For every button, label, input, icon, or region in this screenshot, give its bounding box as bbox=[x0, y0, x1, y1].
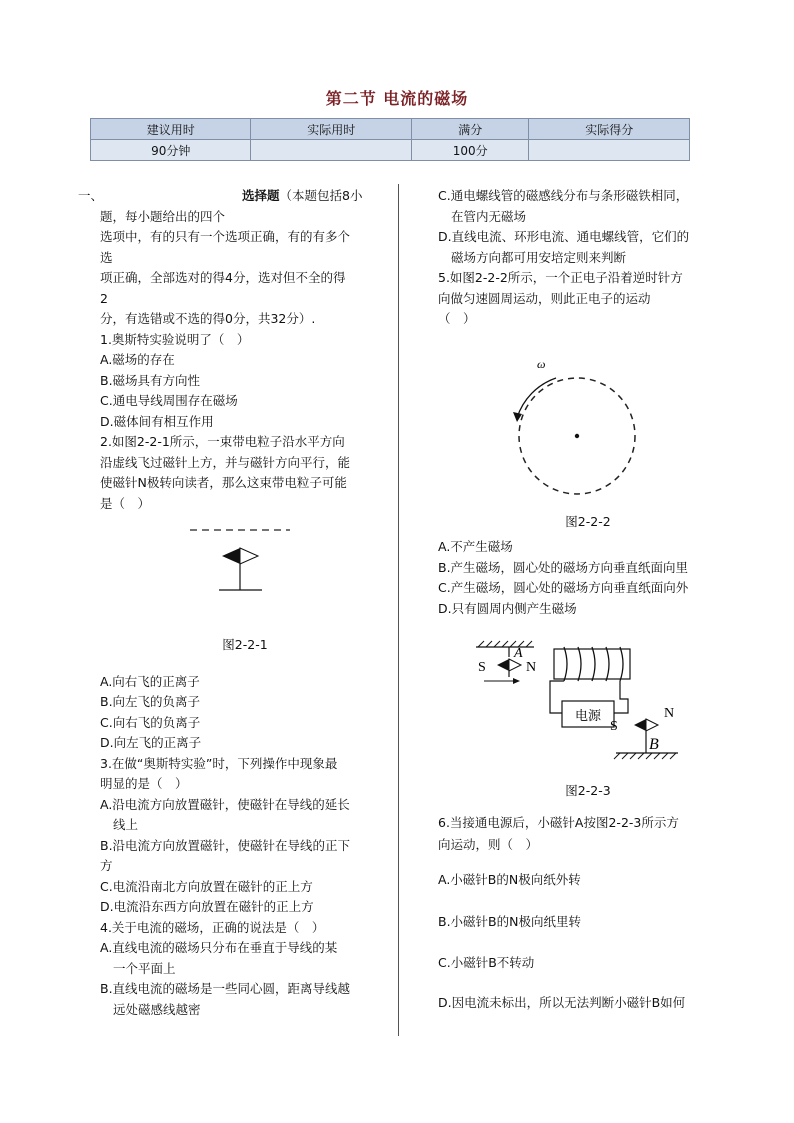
option-item[interactable]: D.因电流未标出，所以无法判断小磁针B如何 bbox=[438, 995, 686, 1010]
option-item[interactable]: C.通电螺线管的磁感线分布与条形磁铁相同， bbox=[438, 188, 689, 203]
floor-hatch bbox=[614, 753, 676, 759]
option-item[interactable]: D.直线电流、环形电流、通电螺线管，它们的 bbox=[438, 229, 690, 244]
table-cell[interactable] bbox=[529, 140, 690, 161]
table-header: 满分 bbox=[411, 119, 529, 140]
page-title: 第二节 电流的磁场 bbox=[325, 89, 469, 108]
instruction-line: 2 bbox=[100, 290, 108, 306]
instruction-line: 题，每小题给出的四个 bbox=[100, 208, 226, 224]
instruction-line: 项正确，全部选对的得4分，选对但不全的得 bbox=[100, 270, 346, 285]
option-item-continued: 磁场方向都可用安培定则来判断 bbox=[451, 249, 627, 265]
option-item[interactable]: C.小磁针B不转动 bbox=[438, 954, 535, 970]
right-column bbox=[438, 186, 738, 1014]
question-stem: 明显的是（ ） bbox=[100, 776, 188, 791]
option-item[interactable]: D.只有圆周内侧产生磁场 bbox=[438, 600, 577, 616]
question-stem: 使磁针N极转向读者，那么这束带电粒子可能 bbox=[100, 475, 347, 490]
figure-2-2-2 bbox=[438, 330, 738, 516]
option-item[interactable]: C.电流沿南北方向放置在磁针的正上方 bbox=[100, 878, 313, 894]
omega-label: ω bbox=[537, 356, 546, 371]
option-item-continued: 远处磁感线越密 bbox=[113, 1001, 201, 1017]
figure-caption: 图2-2-3 bbox=[565, 783, 611, 798]
column-divider bbox=[398, 184, 399, 1036]
option-item[interactable]: A.直线电流的磁场只分布在垂直于导线的某 bbox=[100, 940, 338, 955]
figure-caption: 图2-2-1 bbox=[222, 637, 268, 652]
table-header: 实际用时 bbox=[251, 119, 411, 140]
option-item-continued: 方 bbox=[100, 858, 113, 873]
label-b: B bbox=[649, 736, 659, 753]
solenoid-coils bbox=[564, 647, 623, 681]
needle-a-dark-half bbox=[497, 659, 509, 671]
needle-b-light-half bbox=[646, 719, 658, 731]
instruction-line: 选 bbox=[100, 249, 113, 265]
question-stem: 是（ ） bbox=[100, 495, 151, 511]
question-stem: （ ） bbox=[438, 311, 476, 326]
option-item[interactable]: A.向右飞的正离子 bbox=[100, 673, 200, 689]
arrow-head-icon bbox=[513, 678, 520, 684]
option-item[interactable]: A.磁场的存在 bbox=[100, 352, 175, 367]
ceiling-hatch bbox=[478, 641, 532, 647]
figure-caption: 图2-2-2 bbox=[565, 513, 611, 529]
option-item[interactable]: C.向右飞的负离子 bbox=[100, 714, 201, 730]
section-heading-rest: （本题包括8小 bbox=[279, 188, 363, 203]
option-item[interactable]: B.沿电流方向放置磁针，使磁针在导线的正下 bbox=[100, 837, 351, 853]
figure-2-2-3 bbox=[438, 619, 738, 783]
needle-north-half bbox=[222, 548, 240, 564]
label-s-left: S bbox=[478, 660, 486, 675]
question-stem: 3.在做“奥斯特实验”时，下列操作中现象最 bbox=[100, 755, 338, 771]
option-item[interactable]: B.小磁针B的N极向纸里转 bbox=[438, 914, 581, 929]
info-table bbox=[90, 118, 690, 161]
option-item[interactable]: B.产生磁场，圆心处的磁场方向垂直纸面向里 bbox=[438, 559, 689, 575]
table-header: 实际得分 bbox=[529, 119, 690, 140]
needle-south-half bbox=[240, 548, 258, 564]
option-item-continued: 在管内无磁场 bbox=[451, 208, 527, 224]
option-item[interactable]: A.沿电流方向放置磁针，使磁针在导线的延长 bbox=[100, 796, 350, 812]
circle-center-dot bbox=[575, 433, 579, 437]
solenoid-circuit-diagram bbox=[438, 619, 738, 783]
label-a: A bbox=[514, 646, 523, 661]
question-stem: 向做匀速圆周运动，则此正电子的运动 bbox=[438, 290, 651, 306]
compass-needle-diagram bbox=[100, 514, 390, 624]
option-item[interactable]: D.磁体间有相互作用 bbox=[100, 413, 214, 429]
question-stem: 2.如图2-2-1所示，一束带电粒子沿水平方向 bbox=[100, 434, 345, 449]
figure-2-2-1 bbox=[100, 514, 390, 640]
option-item[interactable]: B.磁场具有方向性 bbox=[100, 372, 201, 388]
section-heading bbox=[78, 186, 390, 207]
question-stem: 1.奥斯特实验说明了（ ） bbox=[100, 331, 250, 347]
section-heading-bold: 选择题 bbox=[242, 188, 280, 203]
option-item[interactable]: C.通电导线周围存在磁场 bbox=[100, 393, 238, 408]
option-item[interactable]: C.产生磁场，圆心处的磁场方向垂直纸面向外 bbox=[438, 580, 689, 595]
question-stem: 向运动，则（ ） bbox=[438, 836, 539, 852]
circular-motion-diagram bbox=[438, 330, 738, 516]
arrow-head-icon bbox=[513, 412, 522, 422]
option-item[interactable]: D.电流沿东西方向放置在磁针的正上方 bbox=[100, 899, 314, 914]
option-item-continued: 一个平面上 bbox=[113, 960, 176, 976]
needle-b-dark-half bbox=[634, 719, 646, 731]
question-stem: 5.如图2-2-2所示，一个正电子沿着逆时针方 bbox=[438, 270, 683, 285]
question-stem: 4.关于电流的磁场，正确的说法是（ ） bbox=[100, 919, 325, 935]
label-n-left: N bbox=[526, 660, 537, 675]
option-item[interactable]: A.小磁针B的N极向纸外转 bbox=[438, 871, 581, 887]
table-header: 建议用时 bbox=[91, 119, 251, 140]
label-n-right: N bbox=[664, 706, 675, 721]
instruction-line: 分，有选错或不选的得0分，共32分）. bbox=[100, 311, 316, 326]
wire-right bbox=[614, 681, 628, 713]
question-stem: 沿虚线飞过磁针上方，并与磁针方向平行，能 bbox=[100, 454, 351, 470]
option-item-continued: 线上 bbox=[113, 817, 139, 832]
option-item[interactable]: B.向左飞的负离子 bbox=[100, 694, 201, 709]
table-cell[interactable] bbox=[251, 140, 411, 161]
option-item[interactable]: D.向左飞的正离子 bbox=[100, 735, 202, 750]
table-cell: 100分 bbox=[411, 140, 529, 161]
table-cell: 90分钟 bbox=[91, 140, 251, 161]
option-item[interactable]: A.不产生磁场 bbox=[438, 539, 513, 554]
section-number: 一、 bbox=[78, 188, 104, 203]
label-s-right: S bbox=[610, 719, 618, 734]
instruction-line: 选项中，有的只有一个选项正确，有的有多个 bbox=[100, 229, 351, 244]
question-stem: 6.当接通电源后，小磁针A按图2-2-3所示方 bbox=[438, 814, 679, 830]
option-item[interactable]: B.直线电流的磁场是一些同心圆，距离导线越 bbox=[100, 981, 351, 996]
left-column bbox=[78, 186, 390, 1020]
power-source-label: 电源 bbox=[574, 708, 602, 723]
